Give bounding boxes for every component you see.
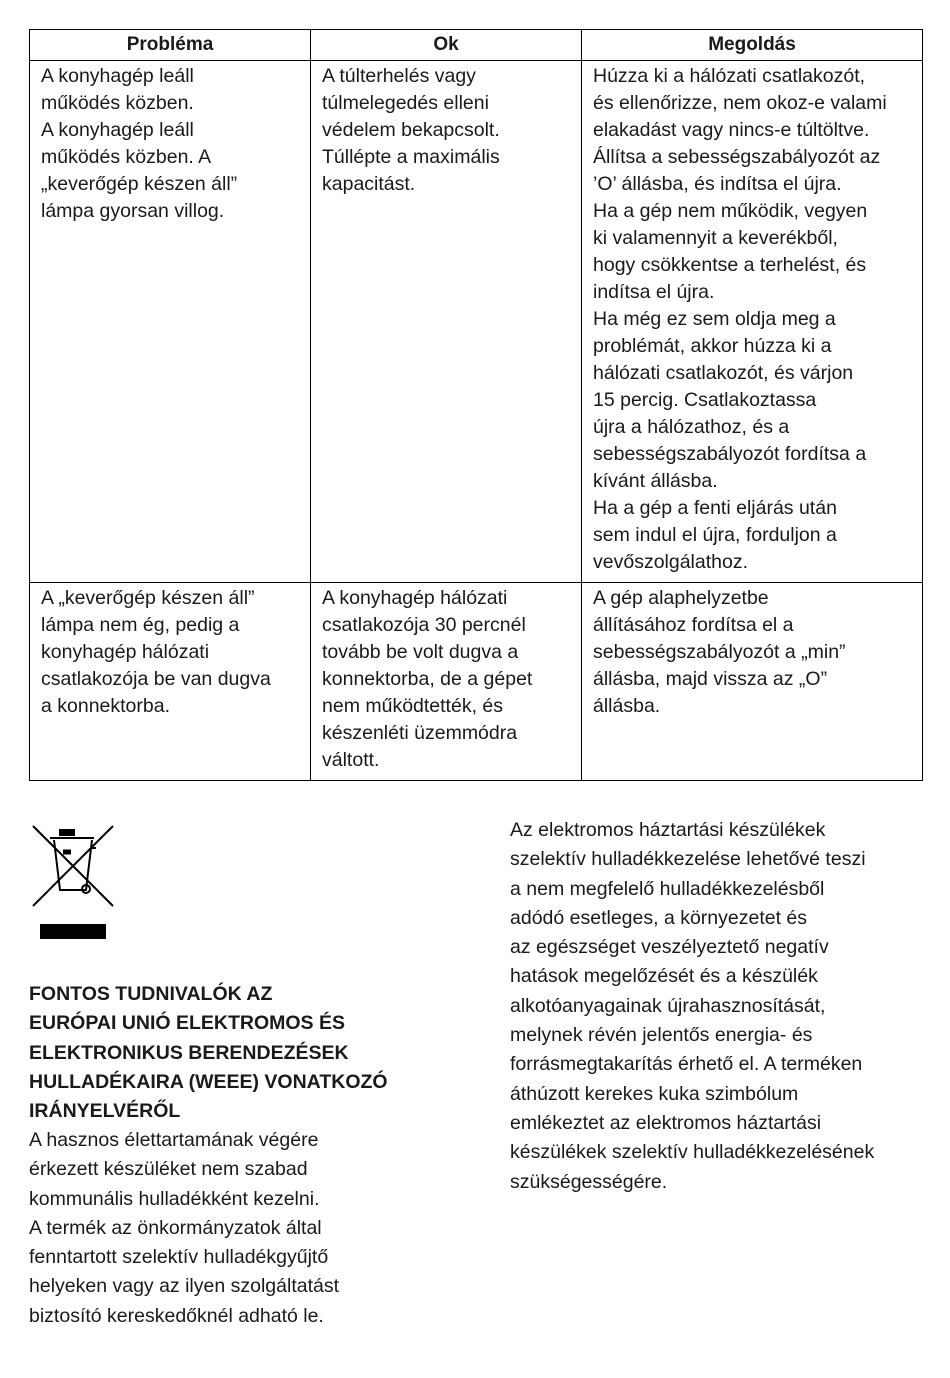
text-line: problémát, akkor húzza ki a	[593, 335, 832, 357]
text-line: működés közben. A	[41, 146, 212, 168]
text-line: ’O’ állásba, és indítsa el újra.	[593, 173, 842, 195]
header-cause: Ok	[311, 30, 582, 61]
text-line: sebességszabályozót fordítsa a	[593, 443, 867, 465]
text-line: sebességszabályozót a „min”	[593, 641, 846, 663]
text-line: vevőszolgálathoz.	[593, 551, 749, 573]
text-line: A gép alaphelyzetbe	[593, 587, 769, 609]
text-line: fenntartott szelektív hulladékgyűjtő	[29, 1246, 329, 1269]
text-line: állásba.	[593, 695, 661, 717]
text-line: Ha a gép nem működik, vegyen	[593, 200, 868, 222]
text-line: védelem bekapcsolt.	[322, 119, 500, 141]
text-line: Az elektromos háztartási készülékek	[510, 819, 826, 841]
text-line: váltott.	[322, 749, 380, 771]
text-line: forrásmegtakarítás érhető el. A terméken	[510, 1053, 863, 1076]
text-line: IRÁNYELVÉRŐL	[29, 1100, 181, 1123]
text-line: csatlakozója be van dugva	[41, 668, 271, 690]
table-row	[30, 61, 923, 583]
text-line: konyhagép hálózati	[41, 641, 210, 663]
text-line: kommunális hulladékként kezelni.	[29, 1187, 320, 1210]
text-line: érkezett készüléket nem szabad	[29, 1158, 308, 1181]
text-line: A „keverőgép készen áll”	[41, 587, 255, 609]
text-line: hogy csökkentse a terhelést, és	[593, 254, 867, 276]
text-line: Ha még ez sem oldja meg a	[593, 308, 836, 330]
problem-cell	[30, 583, 311, 781]
text-line: állításához fordítsa el a	[593, 614, 794, 636]
text-line: nem működtették, és	[322, 695, 504, 717]
text-line: melynek révén jelentős energia- és	[510, 1024, 813, 1047]
text-line: áthúzott kerekes kuka szimbólum	[510, 1082, 799, 1105]
text-line: csatlakozója 30 percnél	[322, 614, 526, 636]
text-line: HULLADÉKAIRA (WEEE) VONATKOZÓ	[29, 1070, 388, 1093]
text-line: Túllépte a maximális	[322, 146, 500, 168]
text-line: A hasznos élettartamának végére	[29, 1129, 319, 1151]
text-line: konnektorba, de a gépet	[322, 668, 533, 690]
text-line: az egészséget veszélyeztető negatív	[510, 936, 829, 959]
cause-cell	[311, 61, 582, 583]
text-line: sem indul el újra, forduljon a	[593, 524, 837, 546]
text-line: EURÓPAI UNIÓ ELEKTROMOS ÉS	[29, 1012, 345, 1035]
text-line: szelektív hulladékkezelése lehetővé teszi	[510, 848, 866, 871]
text-line: működés közben.	[41, 92, 194, 114]
text-line: A konyhagép hálózati	[322, 587, 508, 609]
text-line: ELEKTRONIKUS BERENDEZÉSEK	[29, 1041, 349, 1064]
text-line: kívánt állásba.	[593, 470, 718, 492]
troubleshooting-table	[29, 29, 923, 781]
text-line: újra a hálózathoz, és a	[593, 416, 790, 438]
text-line: A konyhagép leáll	[41, 119, 194, 141]
header-problem: Probléma	[30, 30, 311, 61]
text-line: tovább be volt dugva a	[322, 641, 519, 663]
weee-right-paragraph	[510, 816, 874, 1197]
header-solution: Megoldás	[582, 30, 923, 61]
text-line: állásba, majd vissza az „O”	[593, 668, 828, 690]
text-line: kapacitást.	[322, 173, 416, 195]
weee-left-paragraph	[29, 1126, 339, 1331]
text-line: hatások megelőzését és a készülék	[510, 965, 818, 988]
cause-cell	[311, 583, 582, 781]
text-line: helyeken vagy az ilyen szolgáltatást	[29, 1275, 340, 1298]
text-line: túlmelegedés elleni	[322, 92, 489, 114]
weee-heading	[29, 980, 388, 1126]
text-line: adódó esetleges, a környezetet és	[510, 906, 808, 929]
text-line: indítsa el újra.	[593, 281, 715, 303]
solution-cell	[582, 61, 923, 583]
text-line: hálózati csatlakozót, és várjon	[593, 362, 854, 384]
text-line: lámpa nem ég, pedig a	[41, 614, 240, 636]
crossed-out-wheelie-bin-icon	[30, 822, 116, 942]
text-line: „keverőgép készen áll”	[41, 173, 238, 195]
text-line: alkotóanyagainak újrahasznosítását,	[510, 994, 826, 1017]
text-line: biztosító kereskedőknél adható le.	[29, 1304, 324, 1327]
text-line: szükségességére.	[510, 1170, 668, 1193]
table-header-row	[30, 30, 923, 61]
text-line: A konyhagép leáll	[41, 65, 194, 87]
table-row	[30, 583, 923, 781]
text-line: Ha a gép a fenti eljárás után	[593, 497, 837, 519]
text-line: és ellenőrizze, nem okoz-e valami	[593, 92, 887, 114]
text-line: 15 percig. Csatlakoztassa	[593, 389, 817, 411]
problem-cell	[30, 61, 311, 583]
text-line: FONTOS TUDNIVALÓK AZ	[29, 983, 273, 1005]
text-line: lámpa gyorsan villog.	[41, 200, 225, 222]
text-line: készülékek szelektív hulladékkezelésének	[510, 1141, 875, 1164]
text-line: emlékeztet az elektromos háztartási	[510, 1111, 822, 1134]
text-line: elakadást vagy nincs-e túltöltve.	[593, 119, 870, 141]
text-line: a konnektorba.	[41, 695, 171, 717]
text-line: Állítsa a sebességszabályozót az	[593, 146, 881, 168]
text-line: készenléti üzemmódra	[322, 722, 518, 744]
text-line: a nem megfelelő hulladékkezelésből	[510, 877, 825, 900]
text-line: ki valamennyit a keverékből,	[593, 227, 838, 249]
solution-cell	[582, 583, 923, 781]
text-line: A túlterhelés vagy	[322, 65, 476, 87]
text-line: Húzza ki a hálózati csatlakozót,	[593, 65, 866, 87]
text-line: A termék az önkormányzatok által	[29, 1216, 322, 1239]
